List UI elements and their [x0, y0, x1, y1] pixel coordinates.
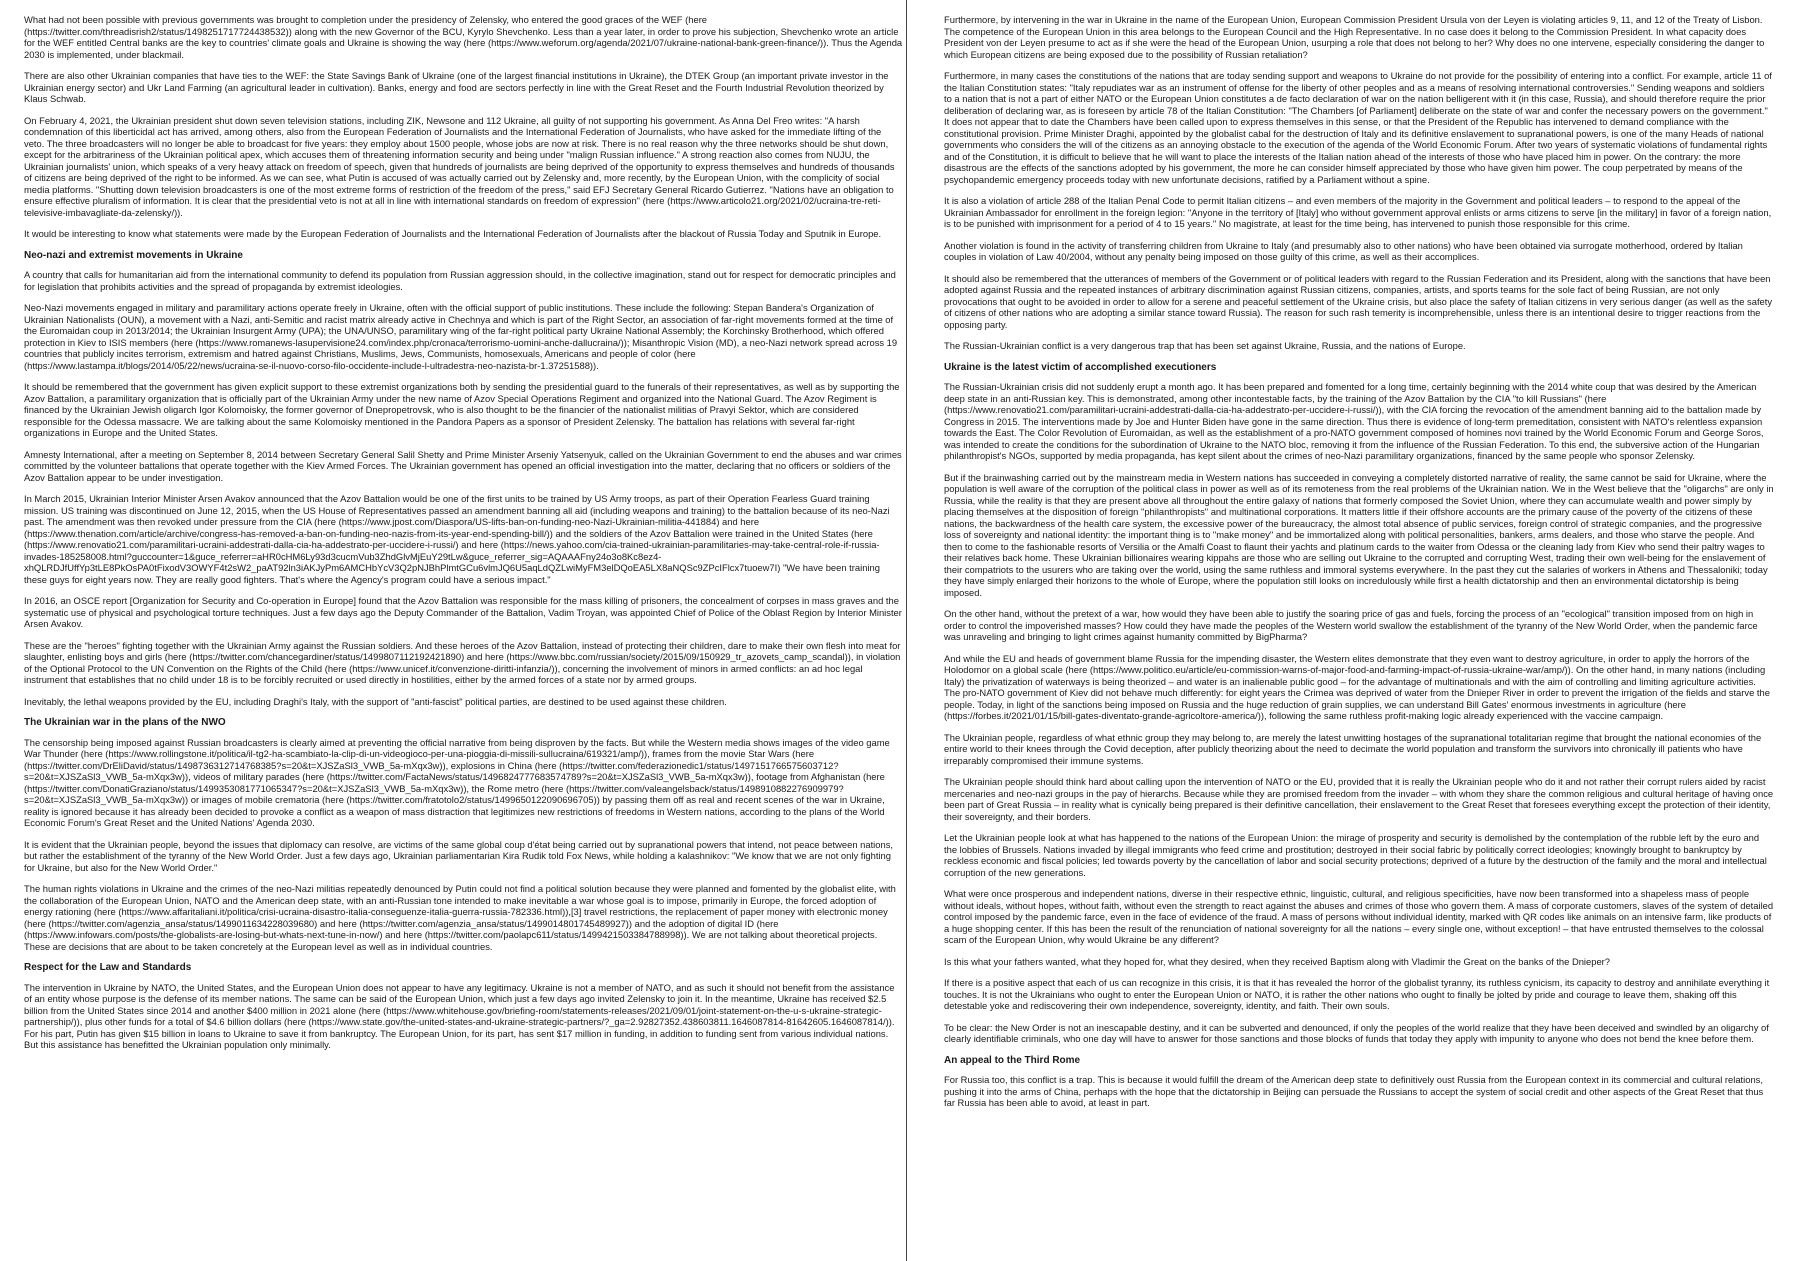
paragraph: Is this what your fathers wanted, what they hoped for, what they desired, when they received Baptism along with Vladimir the Great on the banks of the Dnieper?: [944, 955, 1610, 967]
paragraph: Furthermore, in many cases the constitutions of the nations that are today sending support and weapons to Ukraine do not provide for the possibility of entering into a conflict. For example, article 11 of the Italian Constitution states: "Italy repudiates war as an instrument of offense for the liberty of other peoples and as a means of resolving international controversies." Sending weapons and soldiers to a nation that is not a part of either NATO or the European Union constitutes a de facto declaration of war on the nation belligerent with it (in this case, Russia), and should therefore require the prior deliberation of declaring war, as is foreseen by article 78 of the Italian Constitution: "The Chambers [of Parliament] deliberate on the state of war and confer the necessary powers on the government." It does not appear that to date the Chambers have been called upon to express themselves in this sense, or that the President of the Republic has intervened to demand compliance with the constitutional provision. Prime Minister Draghi, appointed by the globalist cabal for the destruction of Italy and its definitive enslavement to supranational powers, is one of the many Heads of national governments who considers the will of the citizens as an annoying obstacle to the execution of the agenda of the World Economic Forum. After two years of systematic violations of fundamental rights and of the Constitution, it is difficult to believe that he will want to place the interests of the Italian nation ahead of the interests of those who have placed him in power. On the contrary: the more disastrous are the effects of the sanctions adopted by his government, the more he can consider himself appreciated by those who have given him power. The coup perpetrated by means of the psychopandemic emergency proceeds today with new unfortunate decisions, ratified by a Parliament without a spine.: [944, 70, 1772, 185]
paragraph: The Ukrainian people should think hard about calling upon the intervention of NATO or the EU, provided that it is really the Ukrainian people who do it and not rather their corrupt rulers aided by racist mercenaries and neo-nazi groups in the pay of hierarchs. Because while they are promised freedom from the invader – with whom they share the common religious and cultural heritage of having once been part of Great Russia – in reality what is cynically being prepared is their definitive cancellation, their enslavement to the Great Reset that foresees everything except the protection of their identity, their sovereignty, and their borders.: [944, 776, 1774, 822]
paragraph: And while the EU and heads of government blame Russia for the impending disaster, the Western elites demonstrate that they even want to destroy agriculture, in order to apply the horrors of the Holodomor on a global scale (here (https://www.politico.eu/article/eu-commission-warns-of-major-food-and-farming-impact-of-russia-ukraine-war/amp/)). On the other hand, in many nations (including Italy) the privatization of waterways is being theorized – and water is an inalienable public good – for the advantage of multinationals and with the aim of controlling and limiting agriculture activities. The pro-NATO government of Kiev did not behave much differently: for eight years the Crimea was deprived of water from the Dnieper River in order to prevent the irrigation of the fields and starve the people. Today, in light of the sanctions being imposed on Russia and the huge reduction of grain supplies, we can understand Bill Gates' enormous investments in agriculture (here (https://forbes.it/2021/01/15/bill-gates-diventato-grande-agricoltore-america/)), following the same ruthless profit-making logic already experienced with the vaccine campaign.: [944, 652, 1770, 721]
section-heading-neo-nazi: Neo-nazi and extremist movements in Ukraine: [24, 249, 243, 261]
right-text-column: [944, 14, 1774, 1252]
paragraph: Amnesty International, after a meeting on September 8, 2014 between Secretary General Salil Shetty and Prime Minister Arseniy Yatsenyuk, called on the Ukrainian Government to end the abuses and war crimes committed by the volunteer battalions that operate together with the Kiev Armed Forces. The Ukrainian government has opened an official investigation into the matter, declaring that no officers or soldiers of the Azov Battalion appear to be under investigation.: [24, 448, 902, 483]
paragraph: On the other hand, without the pretext of a war, how would they have been able to justify the soaring price of gas and fuels, forcing the process of an "ecological" transition imposed from on high in order to control the impoverished masses? How could they have made the peoples of the Western world swallow the establishment of the tyranny of the New World Order, when the pandemic farce was unraveling and bringing to light crimes against humanity committed by BigPharma?: [944, 608, 1758, 642]
paragraph: Furthermore, by intervening in the war in Ukraine in the name of the European Union, European Commission President Ursula von der Leyen is violating articles 9, 11, and 12 of the Treaty of Lisbon. The competence of the European Union in this area belongs to the European Council and the High Representative. In no case does it belong to the Commission President. In what capacity does President von der Leyen presume to act as if she were the head of the European Union, usurping a role that does not belong to her? Why does no one intervene, especially considering the danger to which European citizens are being exposed due to the possibility of Russian retaliation?: [944, 14, 1765, 60]
paragraph: On February 4, 2021, the Ukrainian president shut down seven television stations, including ZIK, Newsone and 112 Ukraine, all guilty of not supporting his government. As Anna Del Freo writes: "A harsh condemnation of this liberticidal act has arrived, among others, also from the European Federation of Journalists and the International Federation of Journalists, who have asked for the immediate lifting of the veto. The three broadcasters will no longer be able to broadcast for five years: they employ about 1500 people, whose jobs are now at risk. There is no real reason why the three networks should be shut down, except for the arbitrariness of the Ukrainian political apex, which accuses them of threatening information security and being under "malign Russian influence." A strong reaction also comes from NUJU, the Ukrainian journalists' union, which speaks of a very heavy attack on freedom of speech, given that hundreds of journalists are being deprived of the opportunity to express themselves and hundreds of thousands of citizens are being deprived of the right to be informed. As we can see, what Putin is accused of was actually carried out by Zelensky and, more recently, by the European Union, with the complicity of social media platforms. "Shutting down television broadcasters is one of the most extreme forms of restriction of the freedom of the press," said EFJ Secretary General Ricardo Gutierrez. "Nations have an obligation to ensure effective pluralism of information. It is clear that the presidential veto is not at all in line with international standards on freedom of expression" (here (https://www.articolo21.org/2021/02/ucraina-tre-reti-televisive-imbavagliate-da-zelensky/)).: [24, 114, 895, 218]
section-heading-nwo: The Ukrainian war in the plans of the NWO: [24, 717, 226, 728]
paragraph: But if the brainwashing carried out by the mainstream media in Western nations has succeeded in conveying a completely distorted narrative of reality, the same cannot be said for Ukraine, where the population is well aware of the corruption of the political class in power as well as of its remoteness from the real problems of the Ukrainian nation. We in the West believe that the "oligarchs" are only in Russia, while the reality is that they are present above all throughout the entire galaxy of nations that formerly composed the Soviet Union, where they can accumulate wealth and power simply by placing themselves at the disposition of foreign "philanthropists" and multinational corporations. It matters little if their offshore accounts are the primary cause of the poverty of the citizens of these nations, the backwardness of the health care system, the excessive power of the bureaucracy, the almost total absence of public services, foreign control of strategic companies, and the progressive loss of sovereignty and national identity: the important thing is to "make money" and be immortalized along with political personalities, bankers, arms dealers, and those who starve the people. And then to come to the fashionable resorts of Versilia or the Amalfi Coast to flaunt their yachts and platinum cards to the waiter from Odessa or the cleaning lady from Kiev who send their paltry wages to their relatives back home. These Ukrainian billionaires wearing kippahs are those who are selling out Ukraine to the corrupted and corrupting West, trading their own well-being for the enslavement of their compatriots to the usurers who are taking over the world, using the same ruthless and immoral systems everywhere. In the past they cut the salaries of workers in Athens and Thessaloniki; today they have simply enlarged their horizons to the whole of Europe, where the population still looks on incredulously while first a health dictatorship and then an environmental dictatorship is being imposed.: [944, 471, 1774, 598]
section-heading-third-rome: An appeal to the Third Rome: [944, 1054, 1081, 1066]
section-heading-victim: Ukraine is the latest victim of accomplished executioners: [944, 361, 1217, 373]
paragraph: For Russia too, this conflict is a trap. This is because it would fulfill the dream of the American deep state to definitively oust Russia from the European context in its commercial and cultural relations, pushing it into the arms of China, perhaps with the hope that the dictatorship in Beijing can persuade the Russians to accept the system of social credit and other aspects of the Great Reset that thus far Russia has been able to avoid, at least in part.: [944, 1074, 1764, 1108]
paragraph: The Russian-Ukrainian conflict is a very dangerous trap that has been set against Ukraine, Russia, and the nations of Europe.: [944, 340, 1466, 351]
paragraph: The intervention in Ukraine by NATO, the United States, and the European Union does not appear to have any legitimacy. Ukraine is not a member of NATO, and as such it should not benefit from the assistance of an entity whose purpose is the defense of its member nations. The same can be said of the European Union, which just a few days ago invited Zelensky to join it. In the meantime, Ukraine has received $2.5 billion from the United States since 2014 and another $400 million in 2021 alone (here (https://www.whitehouse.gov/briefing-room/statements-releases/2021/09/01/joint-statement-on-the-u-s-ukraine-strategic-partnership/)), plus other funds for a total of $4.6 billion dollars (here (https://www.state.gov/the-united-states-and-ukraine-strategic-partners/?_ga=2.92827352.438603811.1646087814-81642605.1646087814/)). For his part, Putin has given $15 billion in loans to Ukraine to save it from bankruptcy. The European Union, for its part, has sent $17 million in funding, in addition to funding sent from various individual nations. But this assistance has benefitted the Ukrainian population only minimally.: [24, 981, 895, 1050]
paragraph: It should be remembered that the government has given explicit support to these extremist organizations both by sending the presidential guard to the funerals of their representatives, as well as by supporting the Azov Battalion, a paramilitary organization that is officially part of the Ukrainian Army under the new name of Azov Special Operations Regiment and organized into the National Guard. The Azov Regiment is financed by the Ukrainian Jewish oligarch Igor Kolomoisky, the former governor of Dnepropetrovsk, who is also thought to be the financier of the nationalist militias of Pravyi Sektor, which are considered responsible for the Odessa massacre. We are talking about the same Kolomoisky mentioned in the Pandora Papers as a sponsor of President Zelensky. The battalion has relations with several far-right organizations in Europe and the United States.: [24, 381, 900, 438]
paragraph: What were once prosperous and independent nations, diverse in their respective ethnic, linguistic, cultural, and religious specificities, have now been transformed into a shapeless mass of people without ideals, without hopes, without faith, without even the strength to react against the abuses and crimes of those who govern them. A mass of corporate customers, slaves of the system of detailed control imposed by the pandemic farce, even in the face of evidence of the fraud. A mass of persons without individual identity, marked with QR codes like animals on an intensive farm, like products of a huge shopping center. If this has been the result of the renunciation of national sovereignty for all the nations – every single one, without exception! – that have entrusted themselves to the colossal scam of the European Union, why would Ukraine be any different?: [944, 888, 1774, 945]
paragraph: These are the "heroes" fighting together with the Ukrainian Army against the Russian soldiers. And these heroes of the Azov Battalion, instead of protecting their children, dare to make their own flesh into meat for slaughter, enlisting boys and girls (here (https://twitter.com/chancegardiner/status/1499807112192421890) and here (https://www.bbc.com/russian/society/2015/09/150929_tr_azovets_camp_scandal)), in violation of the Optional Protocol to the UN Convention on the Rights of the Child (here (https://www.unicef.it/convenzione-diritti-infanzia/)), concerning the involvement of minors in armed conflicts: an ad hoc legal instrument that establishes that no child under 18 is to be forcibly recruited or used directly in hostilities, either by the armed forces of a state nor by armed groups.: [24, 639, 901, 685]
paragraph: The Russian-Ukrainian crisis did not suddenly erupt a month ago. It has been prepared and fomented for a long time, certainly beginning with the 2014 white coup that was desired by the American deep state in an anti-Russian key. This is demonstrated, among other incontestable facts, by the training of the Azov Battalion by the CIA "to kill Russians" (here (https://www.renovatio21.com/paramilitari-ucraini-addestrati-dalla-cia-ha-addestrato-per-uccidere-i-russi/)), with the CIA forcing the revocation of the amendment banning aid to the battalion made by Congress in 2015. The interventions made by Joe and Hunter Biden have gone in the same direction. Thus there is evidence of long-term premeditation, consistent with NATO's relentless expansion towards the East. The Color Revolution of Euromaidan, as well as the establishment of a pro-NATO government composed of homines novi trained by the World Economic Forum and George Soros, was intended to create the conditions for the subordination of Ukraine to the NATO bloc, removing it from the influence of the Russian Federation. To this end, the subversive action of the Hungarian philanthropist's NGOs, supported by media propaganda, has kept silent about the crimes of neo-Nazi paramilitary organizations, financed by the same people who sponsor Zelensky.: [944, 381, 1764, 461]
paragraph: The censorship being imposed against Russian broadcasters is clearly aimed at preventing the official narrative from being disproven by the facts. But while the Western media shows images of the video game War Thunder (here (https://www.rollingstone.it/politica/il-tg2-ha-scambiato-la-clip-di-un-videogioco-per-una-pioggia-di-missili-sullucraina/619321/amp/)), frames from the movie Star Wars (here (https://twitter.com/DrEliDavid/status/1498736312714768385?s=20&t=XJSZaSl3_VWB_5a-mXqx3w)), explosions in China (here (https://twitter.com/federazionedic1/status/1497151766575603712?s=20&t=XJSZaSl3_VWB_5a-mXqx3w)), videos of military parades (here (https://twitter.com/FactaNews/status/1496824777683574789?s=20&t=XJSZaSl3_VWB_5a-mXqx3w)), footage from Afghanistan (here (https://twitter.com/DonatiGraziano/status/1499353081771065347?s=20&t=XJSZaSl3_VWB_5a-mXqx3w)), the Rome metro (here (https://twitter.com/valeangelsback/status/1498910882276909979?s=20&t=XJSZaSl3_VWB_5a-mXqx3w)) or images of mobile crematoria (here (https://twitter.com/fratotolo2/status/1499650122090696705)) by passing them off as real and recent scenes of the war in Ukraine, reality is ignored because it has already been decided to provoke a conflict as a weapon of mass distraction that legitimizes new restrictions of freedoms in Western nations, according to the plans of the World Economic Forum's Great Reset and the United Nations' Agenda 2030.: [24, 736, 890, 828]
paragraph: It should also be remembered that the utterances of members of the Government or of political leaders with regard to the Russian Federation and its President, along with the sanctions that have been adopted against Russia and the repeated instances of arbitrary discrimination against Russian citizens, companies, artists, and sports teams for the sole fact of being Russian, are not only provocations that ought to be avoided in order to allow for a serene and peaceful settlement of the Ukraine crisis, but also place the safety of Italian citizens in very serious danger (as well as the safety of citizens of other nations who are adopting a similar stance toward Russia). The reason for such rash temerity is incomprehensible, unless there is an intentional desire to trigger reactions from the opposing party.: [944, 272, 1773, 330]
paragraph: It is evident that the Ukrainian people, beyond the issues that diplomacy can resolve, are victims of the same global coup d'état being carried out by supranational powers that intend, not peace between nations, but rather the establishment of the tyranny of the New World Order. Just a few days ago, Ukrainian parliamentarian Kira Rudik told Fox News, while holding a kalashnikov: "We know that we are not only fighting for Ukraine, but also for the New World Order.": [24, 838, 893, 873]
section-heading-law: Respect for the Law and Standards: [24, 962, 192, 973]
paragraph: The Ukrainian people, regardless of what ethnic group they may belong to, are merely the latest unwitting hostages of the supranational totalitarian regime that brought the national economies of the entire world to their knees through the Covid deception, after publicly theorizing about the need to decimate the world population and transform the survivors into chronically ill patients who have irreparably compromised their immune systems.: [944, 731, 1762, 766]
paragraph: In March 2015, Ukrainian Interior Minister Arsen Avakov announced that the Azov Battalion would be one of the first units to be trained by US Army troops, as part of their Operation Fearless Guard training mission. US training was discontinued on June 12, 2015, when the US House of Representatives passed an amendment banning all aid (including weapons and training) to the battalion because of its neo-Nazi past. The amendment was then revoked under pressure from the CIA (here (https://www.jpost.com/Diaspora/US-lifts-ban-on-funding-neo-Nazi-Ukrainian-militia-441884) and here (https://www.thenation.com/article/archive/congress-has-removed-a-ban-on-funding-neo-nazis-from-its-year-end-spending-bill/)) and the soldiers of the Azov Battalion were trained in the United States (here (https://www.renovatio21.com/paramilitari-ucraini-addestrati-dalla-cia-ha-addestrato-per-uccidere-i-russi/) and here (https://news.yahoo.com/cia-trained-ukrainian-paramilitaries-may-take-central-role-if-russia-invades-185258008.html?guccounter=1&guce_referrer=aHR0cHM6Ly93d3cucmVub3ZhdGlvMjEuY29tLw&guce_referrer_sig=AQAAAFny24o3o8Kc8ez4-xhQLRDJfUffYp3tLE8PkOsPA0tFixodV3OWYF4t2sW2_paAT92ln3iAKJyPm6AMCHbYcV3Q2pNJBhPlmtGCu6vlmJQ6U5aqLdQZLwiMyFM3elDQoEA5LX8aNQSc9ZPcIFlcx7tuoew7I) "We have been training these guys for eight years now. They are really good fighters. That's where the Agency's program could have a serious impact.": [24, 493, 890, 585]
left-text-column: [24, 14, 904, 1252]
paragraph: Another violation is found in the activity of transferring children from Ukraine to Italy (and presumably also to other nations) who have been obtained via surrogate motherhood, ordered by Italian couples in violation of Law 40/2004, without any penalty being imposed on those guilty of this crime, as well as their accomplices.: [944, 239, 1743, 262]
paragraph: The human rights violations in Ukraine and the crimes of the neo-Nazi militias repeatedly denounced by Putin could not find a political solution because they were planned and fomented by the globalist elite, with the collaboration of the European Union, NATO and the American deep state, with an anti-Russian tone intended to make inevitable a war whose goal is to impose, primarily in Europe, the forced adoption of energy rationing (here (https://www.affaritaliani.it/politica/crisi-ucraina-disastro-italia-conseguenze-italia-guerra-russia-782336.html)),[3] travel restrictions, the replacement of paper money with electronic money (here (https://twitter.com/agenzia_ansa/status/1499011634228039680) and here (https://twitter.com/agenzia_ansa/status/1499014801745489927)) and the adoption of digital ID (here (https://www.infowars.com/posts/the-globalists-are-losing-but-whats-next-tune-in-now/) and here (https://twitter.com/paolapc611/status/1499421503384788998)). We are not talking about theoretical projects. These are decisions that are about to be taken concretely at the European level as well as in individual countries.: [24, 883, 896, 952]
paragraph: Inevitably, the lethal weapons provided by the EU, including Draghi's Italy, with the support of "anti-fascist" political parties, are destined to be used against these children.: [24, 695, 727, 707]
column-divider: [906, 0, 907, 1261]
paragraph: What had not been possible with previous governments was brought to completion under the presidency of Zelensky, who entered the good graces of the WEF (here (https://twitter.com/threadisrish2/status/1498251717724438532)) along with the new Governor of the BCU, Kyrylo Shevchenko. Less than a year later, in order to prove his subjection, Shevchenko wrote an article for the WEF entitled Central banks are the key to countries' climate goals and Ukraine is showing the way (here (https://www.weforum.org/agenda/2021/07/ukraine-national-bank-green-finance/)). Thus the Agenda 2030 is implemented, under blackmail.: [24, 14, 903, 60]
paragraph: Neo-Nazi movements engaged in military and paramilitary actions operate freely in Ukraine, often with the official support of public institutions. These include the following: Stepan Bandera's Organization of Ukrainian Nationalists (OUN), a movement with a Nazi, anti-Semitic and racist matrix already active in Chechnya and which is part of the Right Sector, an association of far-right movements formed at the time of the Euromaidan coup in 2013/2014; the Ukrainian Insurgent Army (UPA); the UNA/UNSO, paramilitary wing of the far-right political party Ukraine National Assembly; the Korchinsky Brotherhood, which offered protection in Kiev to ISIS members (here (https://www.romanews-lasupervisione24.com/index.php/cronaca/terrorismo-uomini-anche-dallucraina/)); Misanthropic Vision (MD), a neo-Nazi network spread across 19 countries that publicly incites terrorism, extremism and hatred against Christians, Muslims, Jews, Communists, homosexuals, Americans and people of color (here (https://www.lastampa.it/blogs/2014/05/22/news/ucraina-se-il-nuovo-corso-filo-occidente-include-l-ultradestra-neo-nazista-br-1.37251588)).: [24, 302, 898, 371]
paragraph: There are also other Ukrainian companies that have ties to the WEF: the State Savings Bank of Ukraine (one of the largest financial institutions in Ukraine), the DTEK Group (an important private investor in the Ukrainian energy sector) and Ukr Land Farming (an agricultural leader in cultivation). Banks, energy and food are sectors perfectly in line with the Great Reset and the Fourth Industrial Revolution theorized by Klaus Schwab.: [24, 70, 889, 104]
paragraph: Let the Ukrainian people look at what has happened to the nations of the European Union: the mirage of prosperity and security is demolished by the contemplation of the rubble left by the euro and the lobbies of Brussels. Nations invaded by illegal immigrants who feed crime and prostitution; destroyed in their social fabric by politically correct ideologies; knowingly brought to bankruptcy by reckless economic and fiscal policies; led towards poverty by the cancellation of labor and social security protections; deprived of a future by the destruction of the family and the moral and intellectual corruption of the new generations.: [944, 832, 1767, 878]
paragraph: In 2016, an OSCE report [Organization for Security and Co-operation in Europe] found that the Azov Battalion was responsible for the mass killing of prisoners, the concealment of corpses in mass graves and the systematic use of physical and psychological torture techniques. Just a few days ago the Deputy Commander of the Battalion, Vadim Troyan, was appointed Chief of Police of the Oblast Region by Interior Minister Arsen Avakov.: [24, 595, 902, 629]
paragraph: It is also a violation of article 288 of the Italian Penal Code to permit Italian citizens – and even members of the majority in the Government and political leaders – to respond to the appeal of the Ukrainian Ambassador for enrollment in the foreign legion: "Anyone in the territory of [Italy] who without government approval enlists or arms citizens to serve [in the military] in favor of a foreign nation, is to be punished with imprisonment for a period of 4 to 15 years." No magistrate, at least for the time being, has intervened to punish those responsible for this crime.: [944, 195, 1772, 229]
paragraph: If there is a positive aspect that each of us can recognize in this crisis, it is that it has revealed the horror of the globalist tyranny, its ruthless cynicism, its capacity to destroy and annihilate everything it touches. It is not the Ukrainians who ought to enter the European Union or NATO, it is rather the other nations who ought to finally be jolted by pride and courage to leave them, shaking off this detestable yoke and rediscovering their own independence, sovereignty, identity, and faith. Their own souls.: [944, 977, 1770, 1011]
paragraph: It would be interesting to know what statements were made by the European Federation of Journalists and the International Federation of Journalists after the blackout of Russia Today and Sputnik in Europe.: [24, 228, 882, 239]
paragraph: To be clear: the New Order is not an inescapable destiny, and it can be subverted and denounced, if only the peoples of the world realize that they have been deceived and swindled by an oligarchy of clearly identifiable criminals, who one day will have to answer for those sanctions and those blocks of funds that today they apply with impunity to anyone who does not bend the knee before them.: [944, 1021, 1769, 1044]
paragraph: A country that calls for humanitarian aid from the international community to defend its population from Russian aggression should, in the collective imagination, stand out for respect for democratic principles and for legislation that prohibits activities and the spread of propaganda by extremist ideologies.: [24, 269, 896, 292]
